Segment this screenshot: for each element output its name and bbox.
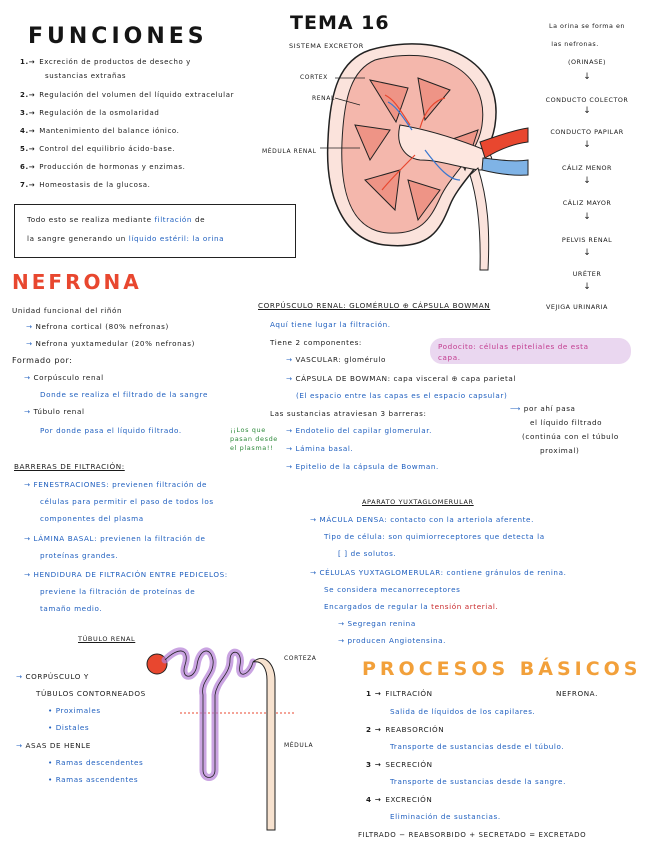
funciones-title: FUNCIONES — [28, 24, 208, 49]
aparato-macula-2: Tipo de célula: son quimiorreceptores que detecta la — [324, 532, 545, 541]
tubulo-l5: → ASAS DE HENLE — [16, 741, 91, 750]
aparato-produce: → producen Angiotensina. — [338, 636, 447, 645]
corpusculo-aqui: Aquí tiene lugar la filtración. — [270, 320, 391, 329]
barrera-f3b: previene la filtración de proteínas de — [40, 587, 196, 596]
proceso-4: 4 → EXCRECIÓN — [366, 795, 433, 804]
arrow-down-icon: ↓ — [583, 106, 591, 116]
flow-intro-3: (ORINASE) — [567, 58, 607, 66]
tubulo-l4: • Distales — [48, 723, 90, 732]
pasa-note-4: proximal) — [540, 446, 580, 455]
nefrona-cortical: → Nefrona cortical (80% nefronas) — [26, 322, 169, 331]
barrera-f2: → LÁMINA BASAL: previenen la filtración de — [24, 534, 206, 543]
aparato-celulas-3: Encargados de regular la tensión arterial. — [324, 602, 499, 611]
procesos-nefrona-tag: NEFRONA. — [556, 689, 598, 698]
aparato-celulas: → CÉLULAS YUXTAGLOMERULAR: contiene gránulos de renina. — [310, 568, 567, 577]
flow-intro-2: las nefronas. — [551, 40, 599, 48]
barrera-f3: → HENDIDURA DE FILTRACIÓN ENTRE PEDICELOS: — [24, 570, 228, 579]
barreras-title: BARRERAS DE FILTRACIÓN: — [14, 462, 125, 471]
barrera-f2b: proteínas grandes. — [40, 551, 119, 560]
flow-step-5: PELVIS RENAL — [561, 236, 613, 244]
arrow-down-icon: ↓ — [583, 72, 591, 82]
funcion-2: 2.→ Regulación del volumen del líquido extracelular — [20, 91, 235, 99]
flow-step-1: CONDUCTO COLECTOR — [545, 96, 629, 104]
flow-step-4: CÁLIZ MAYOR — [562, 199, 612, 207]
flow-intro-1: La orina se forma en — [549, 22, 625, 30]
summary-line-1: Todo esto se realiza mediante filtración de — [27, 215, 206, 224]
corpusculo-capsula: → CÁPSULA DE BOWMAN: capa visceral ⊕ capa parietal — [286, 374, 517, 383]
nefrona-title: NEFRONA — [12, 270, 142, 294]
arrow-down-icon: ↓ — [583, 248, 591, 258]
tubulo-l3: • Proximales — [48, 706, 101, 715]
nefrona-corp: → Corpúsculo renal — [24, 373, 104, 382]
tubulo-corteza: CORTEZA — [284, 655, 317, 662]
proceso-4-desc: Eliminación de sustancias. — [390, 812, 501, 821]
corpusculo-tiene: Tiene 2 componentes: — [270, 338, 362, 347]
aparato-celulas-2: Se considera mecanorreceptores — [324, 585, 461, 594]
kidney-illustration — [300, 30, 530, 290]
proceso-1-desc: Salida de líquidos de los capilares. — [390, 707, 536, 716]
flow-step-7: VEJIGA URINARIA — [546, 303, 608, 311]
funcion-3: 3.→ Regulación de la osmolaridad — [20, 109, 160, 117]
aparato-macula: → MÁCULA DENSA: contacto con la arteriola aferente. — [310, 515, 534, 524]
tubulo-l6: • Ramas descendentes — [48, 758, 144, 767]
aparato-secretar: → Segregan renina — [338, 619, 416, 628]
label-medula: MÉDULA RENAL — [262, 148, 317, 155]
arrow-down-icon: ↓ — [583, 212, 591, 222]
summary-line-2: la sangre generando un líquido estéril: la orina — [27, 234, 225, 243]
barrera-3: → Epitelio de la cápsula de Bowman. — [286, 462, 439, 471]
tubulo-title: TÚBULO RENAL — [78, 635, 136, 643]
proceso-3: 3 → SECRECIÓN — [366, 760, 433, 769]
nefrona-yuxta: → Nefrona yuxtamedular (20% nefronas) — [26, 339, 196, 348]
label-cortex: CORTEX — [300, 74, 328, 81]
arrow-down-icon: ↓ — [583, 282, 591, 292]
page-subtitle: SISTEMA EXCRETOR — [289, 42, 364, 50]
proceso-2: 2 → REABSORCIÓN — [366, 725, 445, 734]
page-title: TEMA 16 — [290, 12, 390, 34]
tubulo-l1: → CORPÚSCULO Y — [16, 672, 89, 681]
corpusculo-vascular: → VASCULAR: glomérulo — [286, 355, 386, 364]
corpusculo-espacio: (El espacio entre las capas es el espacio capsular) — [296, 391, 508, 400]
pasa-note-2: el líquido filtrado — [530, 418, 603, 427]
nefrona-tubulo-desc: Por donde pasa el líquido filtrado. — [40, 426, 182, 435]
tubulo-illustration — [135, 640, 295, 840]
proceso-3-desc: Transporte de sustancias desde la sangre. — [390, 777, 566, 786]
aparato-title: APARATO YUXTAGLOMERULAR — [362, 498, 474, 506]
procesos-formula: FILTRADO − REABSORBIDO + SECRETADO = EXCRETADO — [358, 831, 587, 839]
funcion-1: 1.→ Excreción de productos de desecho y — [20, 58, 191, 66]
barrera-1: → Endotelio del capilar glomerular. — [286, 426, 432, 435]
barrera-f1c: componentes del plasma — [40, 514, 144, 523]
nefrona-unidad: Unidad funcional del riñón — [12, 306, 123, 315]
barrera-f1: → FENESTRACIONES: previenen filtración de — [24, 480, 208, 489]
nefrona-corp-desc: Donde se realiza el filtrado de la sangre — [40, 390, 208, 399]
summary-box — [14, 204, 296, 258]
flow-step-6: URÉTER — [572, 270, 602, 278]
pasa-note-3: (continúa con el túbulo — [522, 432, 619, 441]
proceso-2-desc: Transporte de sustancias desde el túbulo. — [390, 742, 565, 751]
barrera-f3c: tamaño medio. — [40, 604, 103, 613]
flow-step-3: CÁLIZ MENOR — [562, 164, 612, 172]
funcion-5: 5.→ Control del equilibrio ácido-base. — [20, 145, 176, 153]
aparato-macula-3: [ ] de solutos. — [338, 549, 397, 558]
funcion-6: 6.→ Producción de hormonas y enzimas. — [20, 163, 186, 171]
proceso-1: 1 → FILTRACIÓN — [366, 689, 433, 698]
funcion-1-cont: sustancias extrañas — [45, 72, 127, 80]
nefrona-formado: Formado por: — [12, 356, 73, 365]
nefrona-tubulo: → Túbulo renal — [24, 407, 85, 416]
flow-step-2: CONDUCTO PAPILAR — [550, 128, 624, 136]
arrow-down-icon: ↓ — [583, 176, 591, 186]
barreras-intro: Las sustancias atraviesan 3 barreras: — [270, 409, 427, 418]
corpusculo-title: CORPÚSCULO RENAL: GLOMÉRULO ⊕ CÁPSULA BOWMAN — [258, 301, 491, 310]
tubulo-l7: • Ramas ascendentes — [48, 775, 139, 784]
side-note: ¡¡Los que pasan desde el plasma!! — [230, 426, 278, 452]
procesos-title: PROCESOS BÁSICOS — [362, 658, 642, 680]
barrera-2: → Lámina basal. — [286, 444, 354, 453]
funcion-4: 4.→ Mantenimiento del balance iónico. — [20, 127, 180, 135]
pasa-note: ⟶ por ahí pasa — [510, 404, 576, 413]
label-renal: RENAL — [312, 95, 335, 102]
tubulo-l2: TÚBULOS CONTORNEADOS — [36, 689, 146, 698]
podocito-note: Podocito: células epiteliales de esta capa. — [430, 338, 631, 364]
barrera-f1b: células para permitir el paso de todos los — [40, 497, 214, 506]
funcion-7: 7.→ Homeostasis de la glucosa. — [20, 181, 151, 189]
arrow-down-icon: ↓ — [583, 140, 591, 150]
tubulo-medula: MÉDULA — [284, 742, 314, 749]
